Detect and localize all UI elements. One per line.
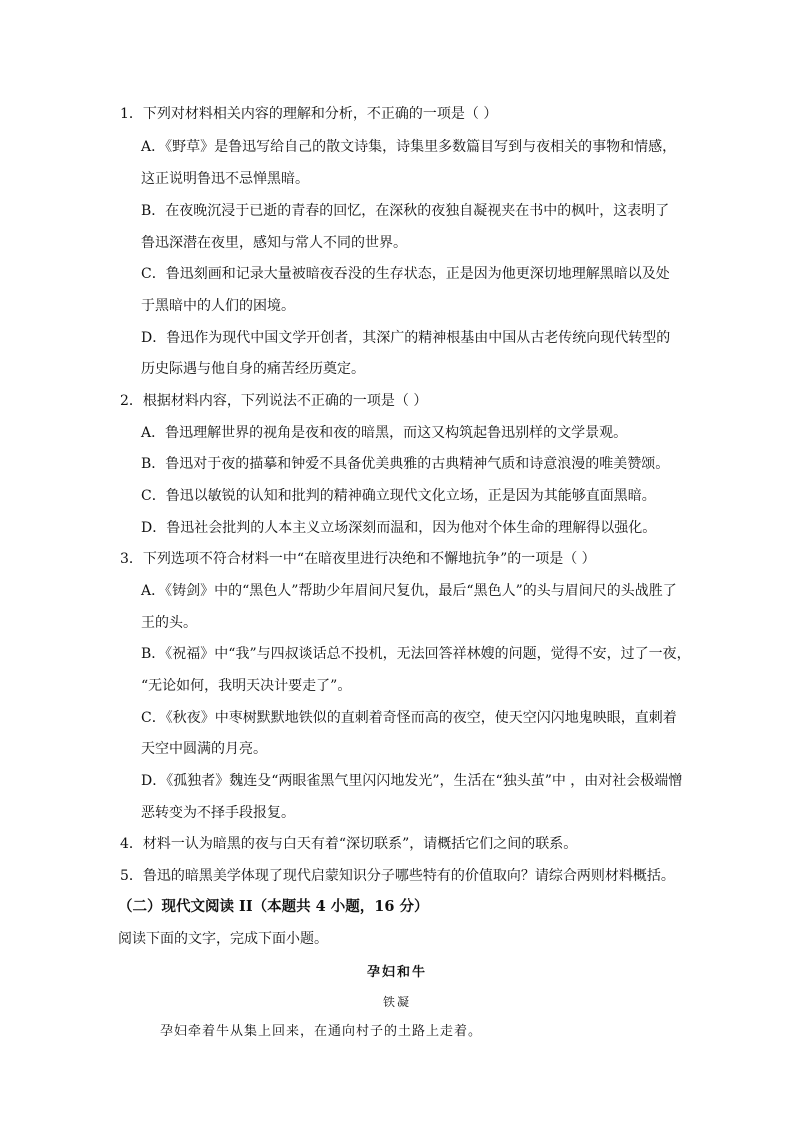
question-5-stem: 5．鲁迅的暗黑美学体现了现代启蒙知识分子哪些特有的价值取向？请综合两则材料概括。 bbox=[120, 868, 675, 884]
story-author: 铁凝 bbox=[382, 995, 411, 1009]
question-1-option-d-cont: 历史际遇与他自身的痛苦经历奠定。 bbox=[141, 361, 365, 377]
story-paragraph: 孕妇牵着牛从集上回来，在通向村子的土路上走着。 bbox=[160, 1024, 483, 1039]
question-1-option-a: A．《野草》是鲁迅写给自己的散文诗集，诗集里多数篇目写到与夜相关的事物和情感， bbox=[141, 139, 677, 155]
question-1-option-b-cont: 鲁迅深潜在夜里，感知与常人不同的世界。 bbox=[141, 235, 407, 251]
question-3-option-a: A．《铸剑》中的“黑色人”帮助少年眉间尺复仇，最后“黑色人”的头与眉间尺的头战胜了 bbox=[141, 583, 677, 599]
question-1-option-b: B．在夜晚沉浸于已逝的青春的回忆，在深秋的夜独自凝视夹在书中的枫叶，这表明了 bbox=[141, 203, 670, 219]
question-2-option-d: D．鲁迅社会批判的人本主义立场深刻而温和，因为他对个体生命的理解得以强化。 bbox=[141, 520, 657, 536]
question-3-option-c-cont: 天空中圆满的月亮。 bbox=[141, 741, 267, 757]
question-2-option-b: B．鲁迅对于夜的描摹和钟爱不具备优美典雅的古典精神气质和诗意浪漫的唯美赞颂。 bbox=[141, 456, 670, 472]
question-1-stem: 1．下列对材料相关内容的理解和分析，不正确的一项是（ ） bbox=[120, 106, 498, 122]
question-3-option-a-cont: 王的头。 bbox=[141, 615, 197, 631]
question-3-option-c: C．《秋夜》中枣树默默地铁似的直刺着奇怪而高的夜空，使天空闪闪地鬼映眼，直刺着 bbox=[141, 710, 677, 726]
question-2-stem: 2．根据材料内容，下列说法不正确的一项是（ ） bbox=[120, 393, 428, 409]
question-3-option-d-cont: 恶转变为不择手段报复。 bbox=[141, 805, 295, 821]
section-instruction: 阅读下面的文字，完成下面小题。 bbox=[118, 931, 328, 947]
question-1-option-c-cont: 于黑暗中的人们的困境。 bbox=[141, 298, 295, 314]
question-3-option-d: D．《孤独者》魏连殳“两眼雀黑气里闪闪地发光”，生活在“独头茧”中 ，由对社会极端憎 bbox=[141, 773, 683, 789]
question-1-option-a-cont: 这正说明鲁迅不忌惮黑暗。 bbox=[141, 171, 309, 187]
question-3-stem: 3．下列选项不符合材料一中“在暗夜里进行决绝和不懈地抗争”的一项是（ ） bbox=[120, 551, 596, 567]
section-heading: （二）现代文阅读 II（本题共 4 小题，16 分） bbox=[118, 898, 429, 915]
question-1-option-d: D．鲁迅作为现代中国文学开创者，其深广的精神根基由中国从古老传统向现代转型的 bbox=[141, 330, 671, 346]
question-2-option-c: C．鲁迅以敏锐的认知和批判的精神确立现代文化立场，正是因为其能够直面黑暗。 bbox=[141, 488, 656, 504]
question-4-stem: 4．材料一认为暗黑的夜与白天有着“深切联系”，请概括它们之间的联系。 bbox=[120, 836, 578, 852]
question-2-option-a: A．鲁迅理解世界的视角是夜和夜的暗黑，而这又构筑起鲁迅别样的文学景观。 bbox=[141, 425, 628, 441]
question-1-option-c: C．鲁迅刻画和记录大量被暗夜吞没的生存状态，正是因为他更深切地理解黑暗以及处 bbox=[141, 266, 670, 282]
question-3-option-b-cont: “无论如何，我明天决计要走了”。 bbox=[141, 678, 352, 694]
question-3-option-b: B．《祝福》中“我”与四叔谈话总不投机，无法回答祥林嫂的问题，觉得不安，过了一夜， bbox=[141, 646, 691, 662]
story-title: 孕妇和牛 bbox=[366, 965, 427, 980]
